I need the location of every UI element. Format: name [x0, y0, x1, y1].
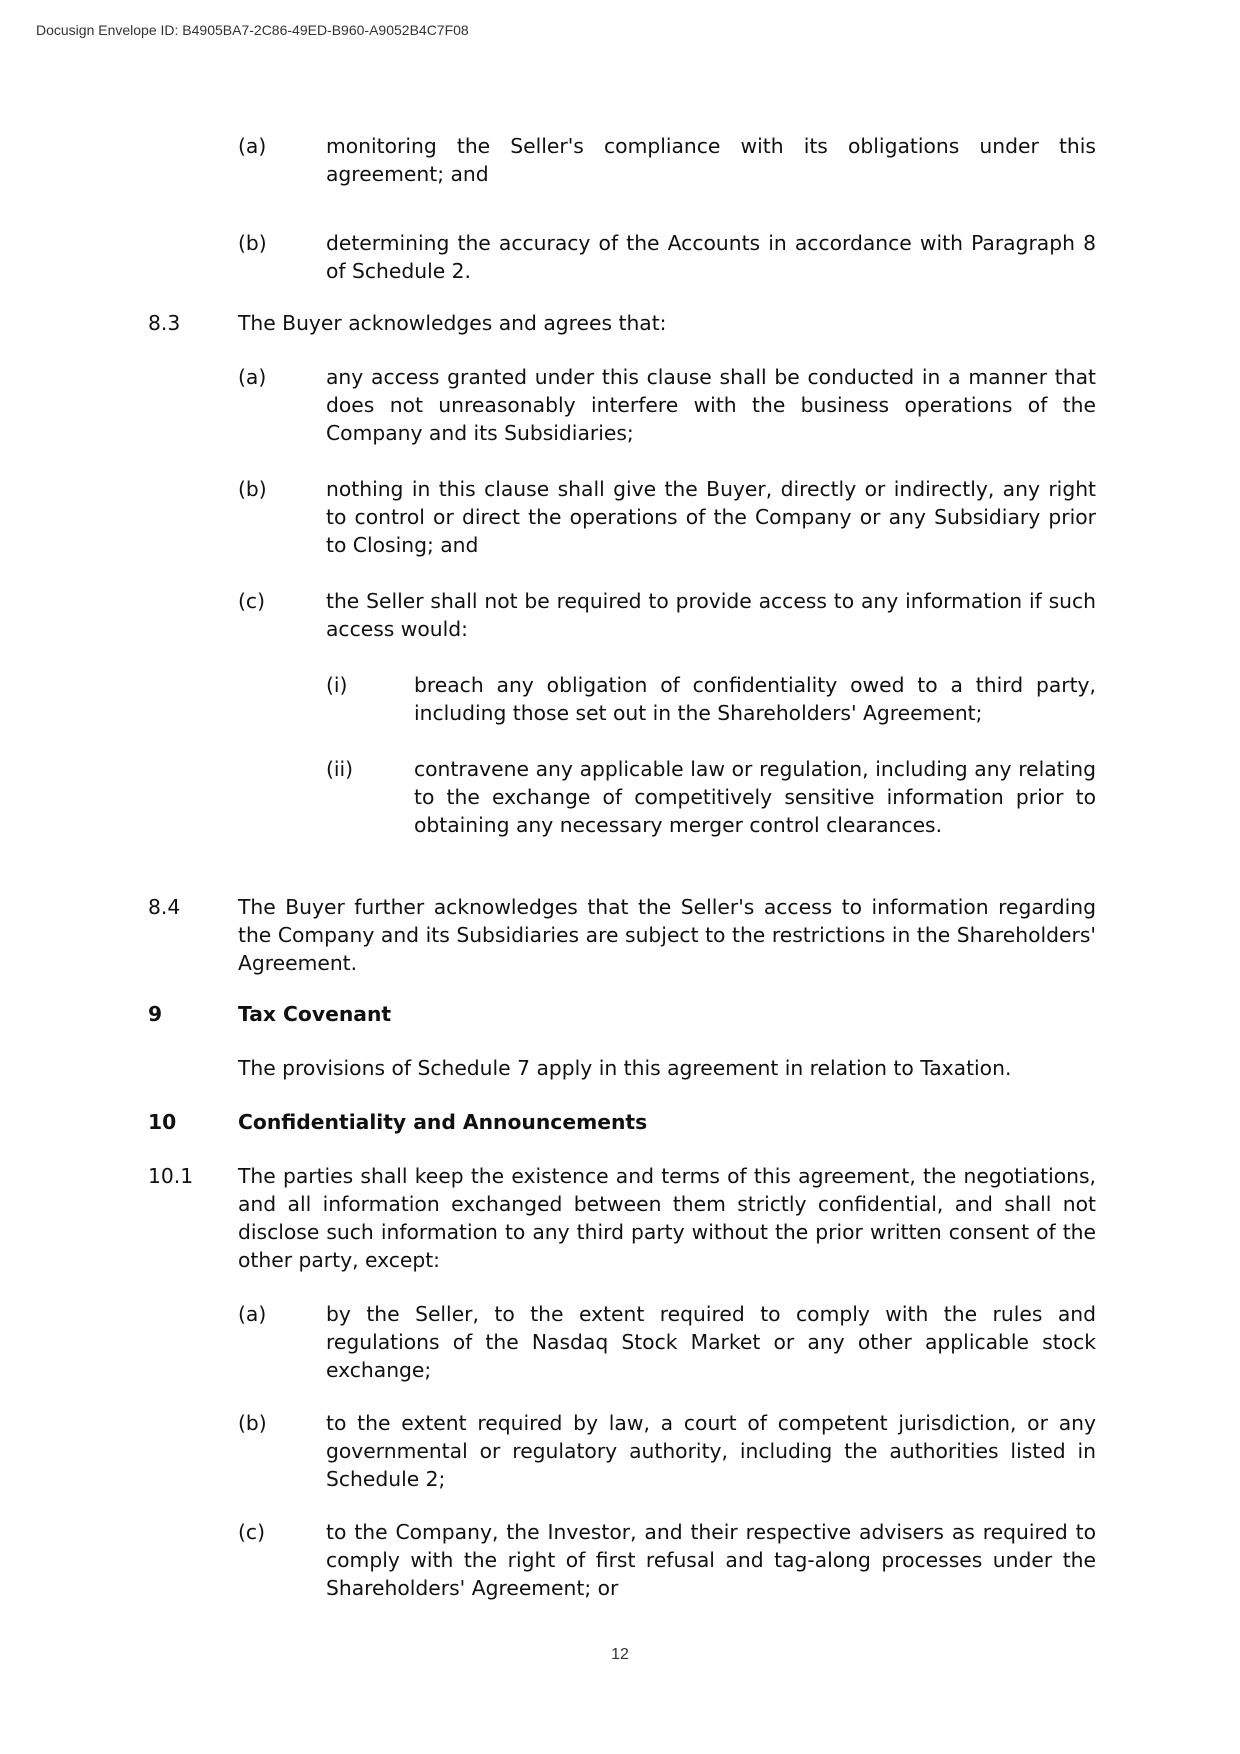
item-text: by the Seller, to the extent required to comply with the rules and regulations of the Nasdaq Stock Market or any other applicable stock exchange; — [326, 1302, 1096, 1382]
item-label: (a) — [238, 365, 267, 389]
section-number: 10 — [148, 1110, 177, 1134]
item-label: (b) — [238, 231, 267, 255]
clause-text: The Buyer acknowledges and agrees that: — [238, 311, 667, 335]
item-text: the Seller shall not be required to provide access to any information if such access would: — [326, 589, 1096, 641]
page-number: 12 — [611, 1646, 629, 1663]
section-title: Tax Covenant — [238, 1002, 392, 1026]
section-title: Confidentiality and Announcements — [238, 1110, 648, 1134]
item-text: nothing in this clause shall give the Buyer, directly or indirectly, any right to control or direct the operations of the Company or any Subsidiary prior to Closing; and — [326, 477, 1096, 557]
item-label: (a) — [238, 134, 267, 158]
item-label: (ii) — [326, 757, 354, 781]
item-label: (b) — [238, 477, 267, 501]
item-label: (a) — [238, 1302, 267, 1326]
clause-number: 8.3 — [148, 311, 181, 335]
item-text: contravene any applicable law or regulation, including any relating to the exchange of competitively sensitive information prior to obtaining any necessary merger control clearances. — [414, 757, 1096, 837]
clause-number: 10.1 — [148, 1164, 194, 1188]
item-text: breach any obligation of confidentiality owed to a third party, including those set out in the Shareholders' Agreement; — [414, 673, 1096, 725]
item-text: determining the accuracy of the Accounts in accordance with Paragraph 8 of Schedule 2. — [326, 231, 1096, 283]
item-text: to the Company, the Investor, and their respective advisers as required to comply with the right of first refusal and tag-along processes under the Shareholders' Agreement; or — [326, 1520, 1096, 1600]
section-number: 9 — [148, 1002, 163, 1026]
item-label: (i) — [326, 673, 348, 697]
paragraph-text: The provisions of Schedule 7 apply in this agreement in relation to Taxation. — [238, 1056, 1012, 1080]
clause-text: The Buyer further acknowledges that the Seller's access to information regarding the Company and its Subsidiaries are subject to the restrictions in the Shareholders' Agreement. — [238, 895, 1096, 975]
item-label: (c) — [238, 1520, 265, 1544]
envelope-id: Docusign Envelope ID: B4905BA7-2C86-49ED-B960-A9052B4C7F08 — [36, 22, 469, 38]
item-text: to the extent required by law, a court of competent jurisdiction, or any governmental or regulatory authority, including the authorities listed in Schedule 2; — [326, 1411, 1096, 1491]
item-text: any access granted under this clause shall be conducted in a manner that does not unreasonably interfere with the business operations of the Company and its Subsidiaries; — [326, 365, 1096, 445]
clause-text: The parties shall keep the existence and terms of this agreement, the negotiations, and all information exchanged between them strictly confidential, and shall not disclose such information to any third party without the prior written consent of the other party, except: — [238, 1164, 1096, 1272]
item-label: (c) — [238, 589, 265, 613]
item-label: (b) — [238, 1411, 267, 1435]
clause-number: 8.4 — [148, 895, 181, 919]
item-text: monitoring the Seller's compliance with its obligations under this agreement; and — [326, 134, 1096, 186]
